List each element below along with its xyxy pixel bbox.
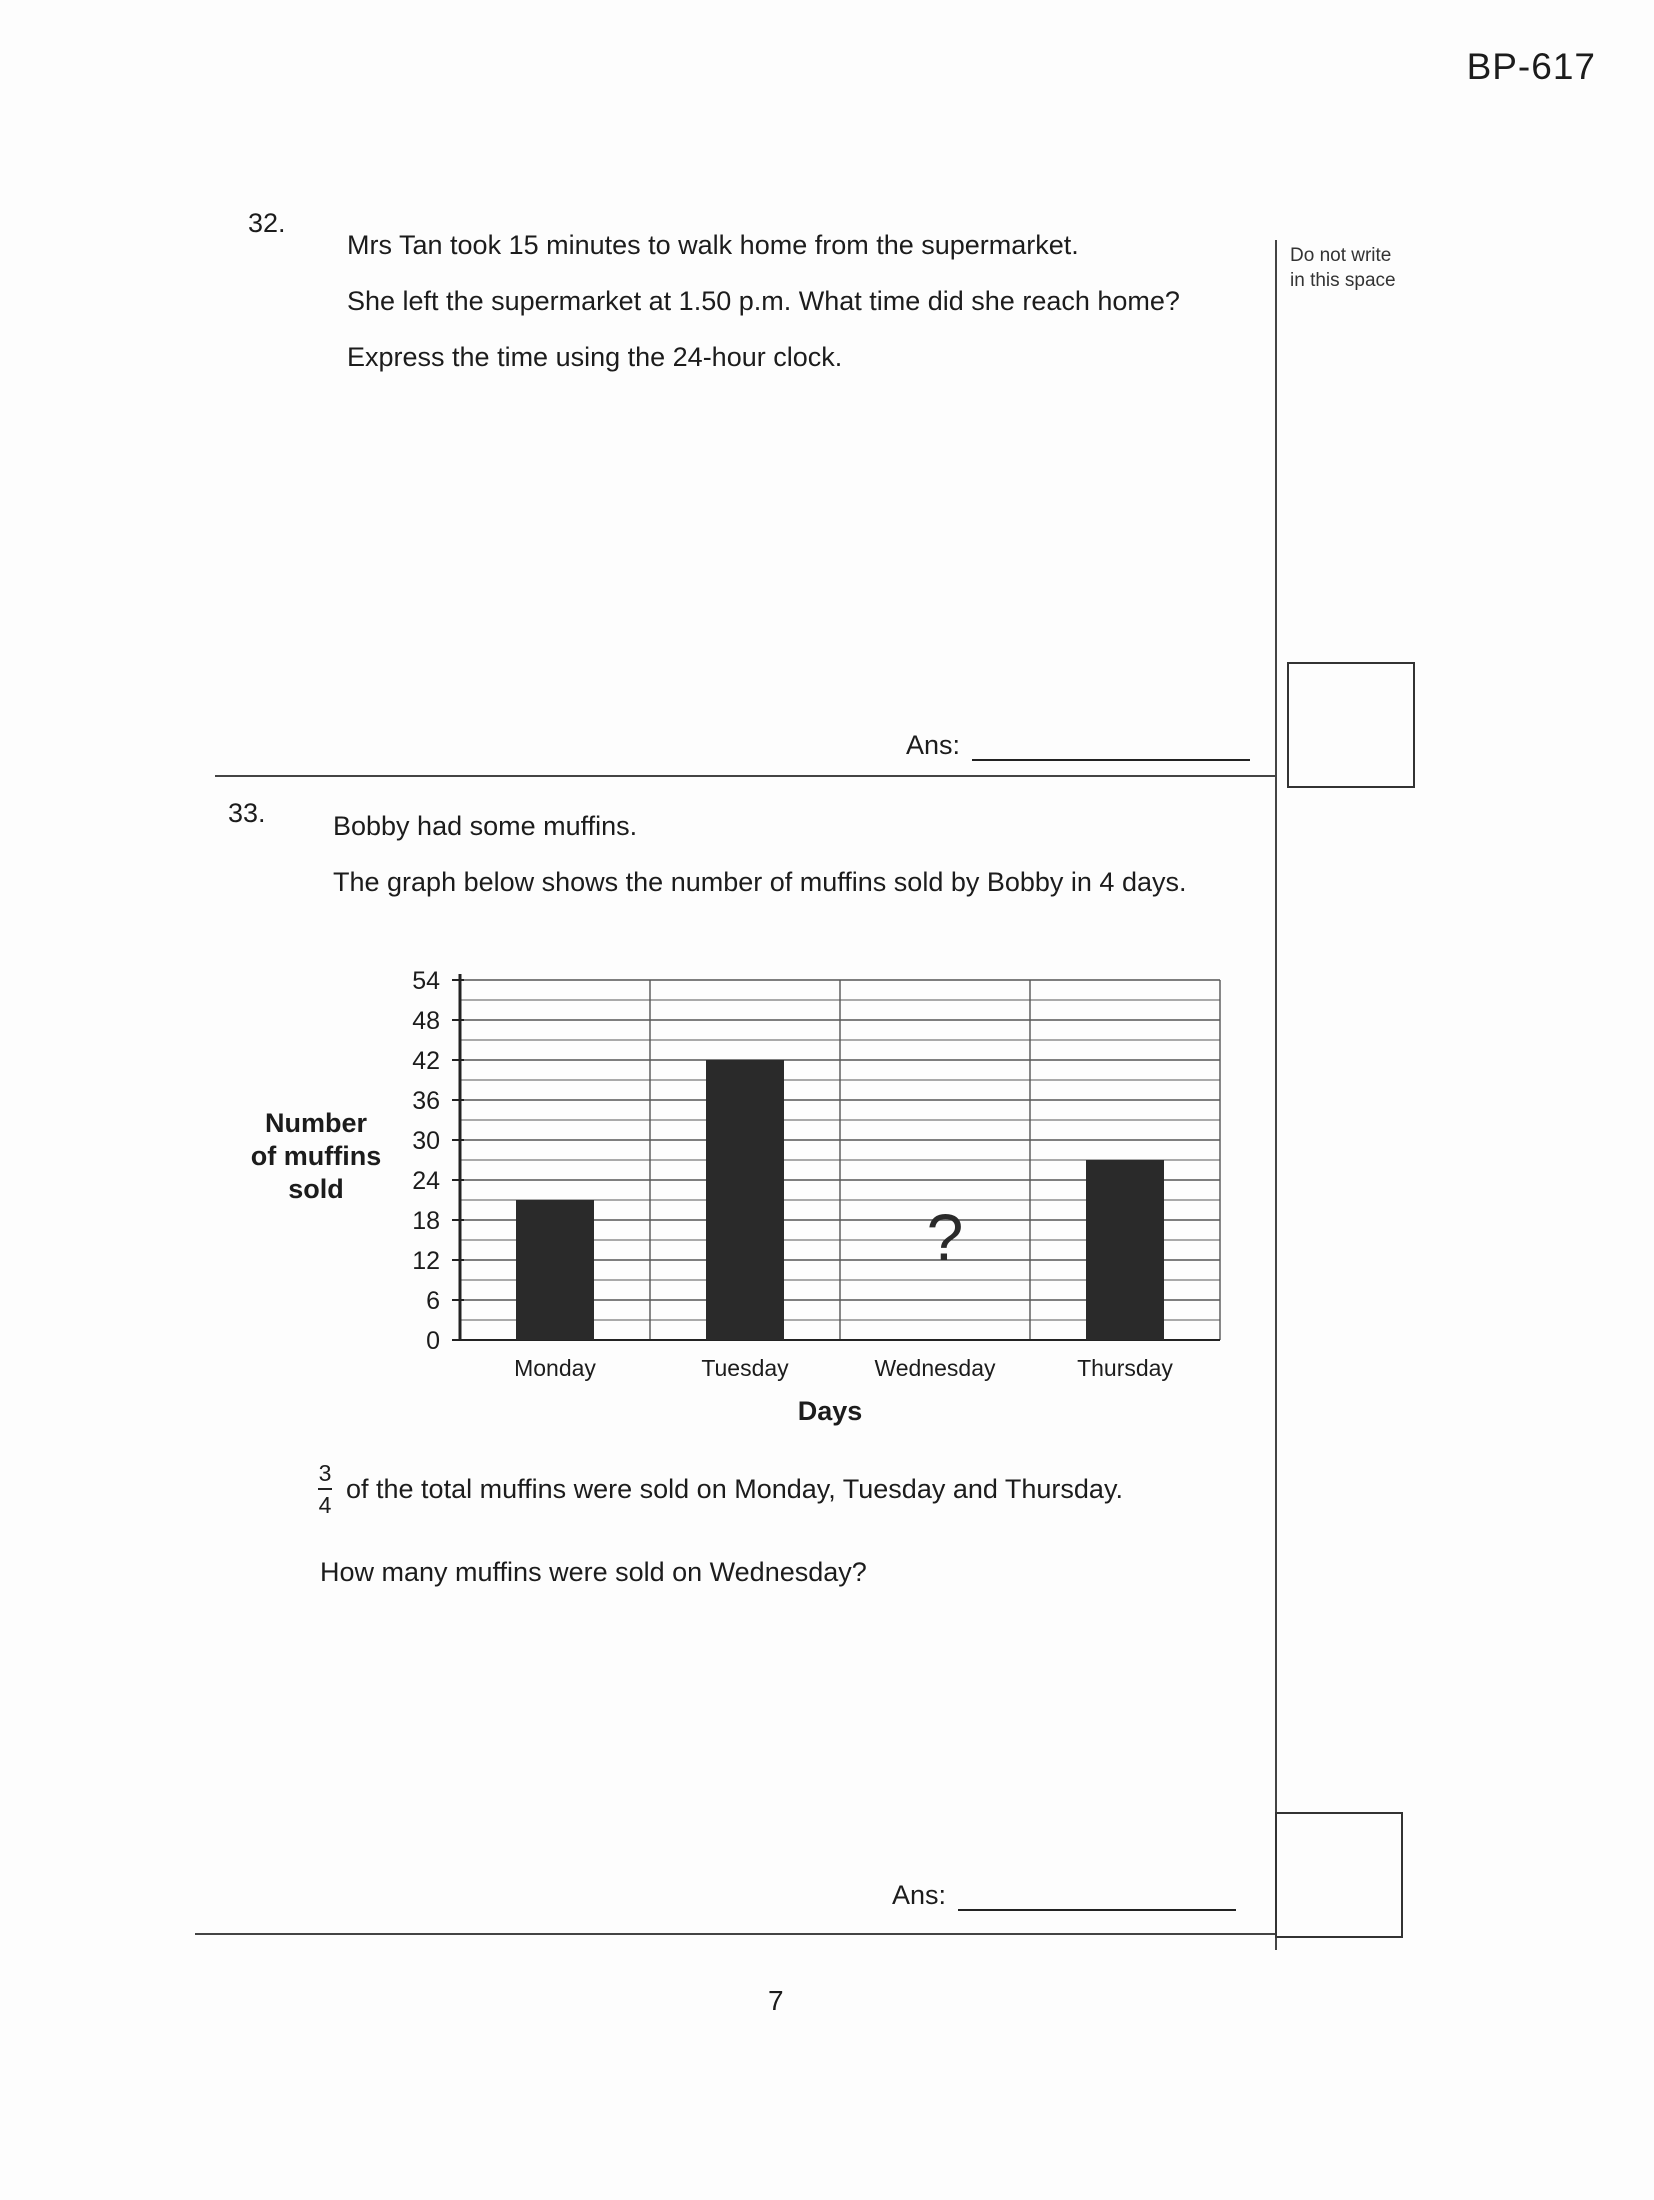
y-axis-label-line-3: sold xyxy=(288,1174,344,1204)
y-tick-label-0: 0 xyxy=(426,1327,440,1355)
bar-thursday xyxy=(1086,1160,1164,1340)
fraction-numerator: 3 xyxy=(318,1460,332,1486)
q33-ans-label: Ans: xyxy=(892,1880,947,1910)
q33-text xyxy=(333,798,1186,910)
q33-after-fraction: of the total muffins were sold on Monday, Tuesday and Thursday. xyxy=(346,1473,1123,1504)
q33-line-1: Bobby had some muffins. xyxy=(333,811,638,841)
x-tick-label-monday: Monday xyxy=(514,1355,596,1381)
y-axis-label xyxy=(251,1108,381,1204)
y-tick-label-36: 36 xyxy=(412,1087,440,1115)
y-tick-label-48: 48 xyxy=(412,1007,440,1035)
q32-text xyxy=(347,217,1180,385)
page-number: 7 xyxy=(768,1985,784,2016)
q32-answer-line[interactable] xyxy=(972,725,1250,761)
margin-note xyxy=(1290,243,1396,293)
x-tick-label-tuesday: Tuesday xyxy=(701,1355,789,1381)
x-axis-label: Days xyxy=(797,1396,863,1426)
muffins-bar-chart xyxy=(250,960,1240,1440)
q33-line-2: The graph below shows the number of muffins sold by Bobby in 4 days. xyxy=(333,867,1187,897)
q33-number: 33. xyxy=(228,798,266,828)
q33-answer-line[interactable] xyxy=(958,1875,1236,1911)
margin-divider xyxy=(1275,240,1277,1950)
q33-question: How many muffins were sold on Wednesday? xyxy=(320,1557,867,1587)
y-axis-label-line-1: Number xyxy=(264,1108,368,1138)
x-tick-labels xyxy=(514,1355,1173,1381)
x-tick-label-thursday: Thursday xyxy=(1077,1355,1173,1381)
y-tick-label-30: 30 xyxy=(412,1127,440,1155)
y-tick-label-6: 6 xyxy=(426,1287,440,1315)
q33-fraction-sentence xyxy=(318,1460,1123,1518)
paper-code: BP-617 xyxy=(1466,46,1596,87)
q33-mark-box[interactable] xyxy=(1275,1812,1403,1938)
q33-answer xyxy=(892,1875,1236,1911)
y-tick-label-42: 42 xyxy=(412,1047,440,1075)
fraction-three-quarters xyxy=(318,1460,332,1518)
q32-line-2: She left the supermarket at 1.50 p.m. What time did she reach home? xyxy=(347,286,1180,316)
q32-ans-label: Ans: xyxy=(906,730,961,760)
q32-separator xyxy=(215,775,1275,777)
y-tick-label-18: 18 xyxy=(412,1207,440,1235)
margin-note-line-2: in this space xyxy=(1290,270,1396,291)
q32-line-3: Express the time using the 24-hour clock. xyxy=(347,342,843,372)
q32-line-1: Mrs Tan took 15 minutes to walk home from the supermarket. xyxy=(347,230,1079,260)
fraction-bar xyxy=(318,1488,332,1490)
bar-monday xyxy=(516,1200,594,1340)
bar-tuesday xyxy=(706,1060,784,1340)
x-tick-label-wednesday: Wednesday xyxy=(874,1355,996,1381)
margin-note-line-1: Do not write xyxy=(1290,245,1392,266)
q32-answer xyxy=(906,725,1250,761)
fraction-denominator: 4 xyxy=(318,1492,332,1518)
y-tick-labels xyxy=(412,967,464,1355)
y-tick-label-12: 12 xyxy=(412,1247,440,1275)
y-tick-label-54: 54 xyxy=(412,967,440,995)
q32-number: 32. xyxy=(248,208,286,238)
q33-separator xyxy=(195,1933,1275,1935)
q32-mark-box[interactable] xyxy=(1287,662,1415,788)
y-axis-label-line-2: of muffins xyxy=(250,1141,382,1171)
bar-unknown-wednesday: ? xyxy=(926,1200,964,1274)
y-tick-label-24: 24 xyxy=(412,1167,440,1195)
